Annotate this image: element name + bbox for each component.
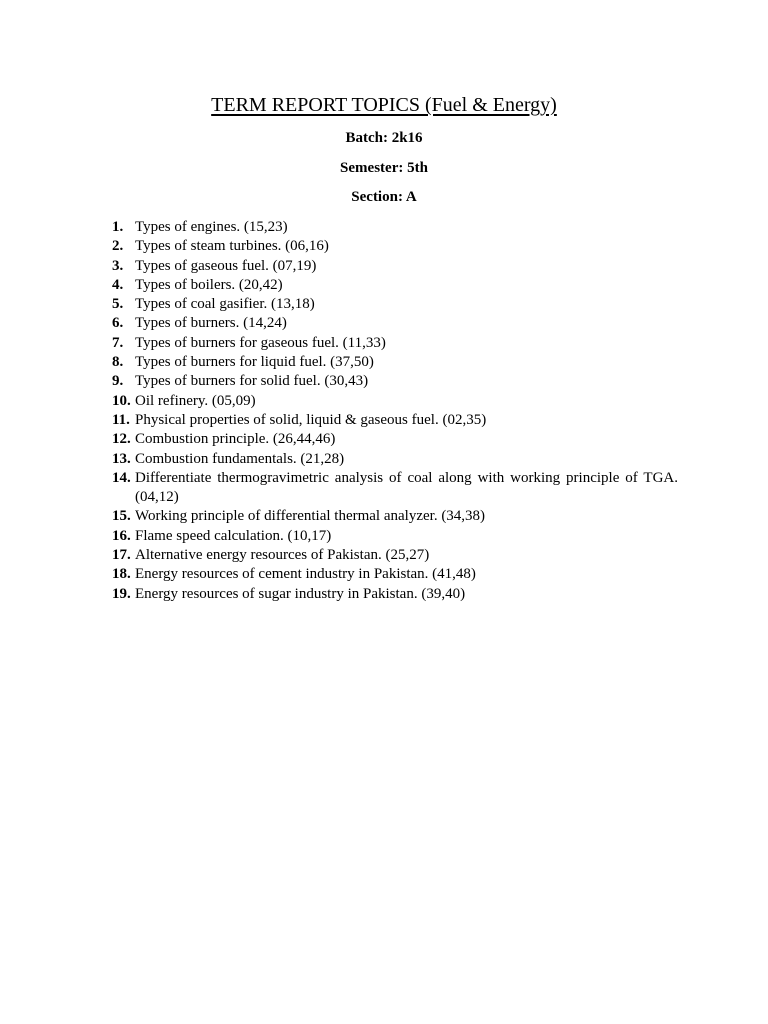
topic-text: Combustion principle. (26,44,46) [135,431,336,448]
topic-item [112,411,678,430]
topic-item [112,295,678,314]
topic-item [112,527,678,546]
topic-item [112,372,678,391]
topic-text: Types of engines. (15,23) [135,219,288,235]
topic-text: Types of boilers. (20,42) [135,276,283,293]
topic-item [112,276,678,295]
topic-number: 2. [112,238,124,255]
topic-number: 5. [112,296,124,313]
topic-number: 4. [112,276,124,293]
topic-number: 19. [112,585,131,602]
topic-number: 13. [112,450,131,467]
topic-text: Flame speed calculation. (10,17) [135,527,332,544]
topic-text: Physical properties of solid, liquid & gaseous fuel. (02,35) [135,411,487,428]
topic-text: Oil refinery. (05,09) [135,392,256,409]
topic-item [112,546,678,565]
topic-text: Combustion fundamentals. (21,28) [135,450,345,467]
topic-item [112,237,678,256]
topic-text: Alternative energy resources of Pakistan. (25,27) [135,547,430,564]
topic-item [112,565,678,584]
topic-text: Types of burners. (14,24) [135,315,287,332]
page-title: TERM REPORT TOPICS (Fuel & Energy) [211,94,557,116]
topic-number: 11. [112,411,130,428]
topic-number: 6. [112,315,124,332]
topic-item [112,469,678,508]
topic-number: 3. [112,257,124,274]
topic-number: 15. [112,508,131,525]
topic-item [112,257,678,276]
topic-text: Energy resources of cement industry in Pakistan. (41,48) [135,566,476,583]
topic-number: 14. [112,469,131,486]
topic-text: Energy resources of sugar industry in Pakistan. (39,40) [135,585,466,602]
topic-item [112,334,678,353]
topic-item [112,353,678,372]
topic-item [112,218,678,237]
topic-text: Types of burners for solid fuel. (30,43) [135,373,369,390]
topic-list [112,218,678,604]
topic-text: Types of gaseous fuel. (07,19) [135,257,317,274]
topic-item [112,585,678,604]
section-label: Section: A [351,189,417,205]
topic-number: 16. [112,527,131,544]
topic-item [112,507,678,526]
topic-number: 9. [112,373,124,390]
topic-item [112,450,678,469]
topic-text: Types of coal gasifier. (13,18) [135,296,315,313]
topic-number: 12. [112,431,131,448]
topic-item [112,392,678,411]
topic-item [112,430,678,449]
topic-number: 18. [112,566,131,583]
batch-label: Batch: 2k16 [345,130,423,146]
topic-text: Types of steam turbines. (06,16) [135,238,329,255]
topic-text: Types of burners for gaseous fuel. (11,33) [135,334,386,351]
semester-label: Semester: 5th [340,160,428,176]
topic-number: 10. [112,392,131,409]
topic-number: 1. [112,219,124,235]
topic-text: Types of burners for liquid fuel. (37,50) [135,354,374,371]
topic-number: 7. [112,334,124,351]
topic-number: 17. [112,547,131,564]
topic-number: 8. [112,354,124,371]
topic-text: Working principle of differential thermal analyzer. (34,38) [135,508,486,525]
topic-item [112,314,678,333]
topic-text: Differentiate thermogravimetric analysis of coal along with working principle of TGA. (04,12) [135,469,678,506]
